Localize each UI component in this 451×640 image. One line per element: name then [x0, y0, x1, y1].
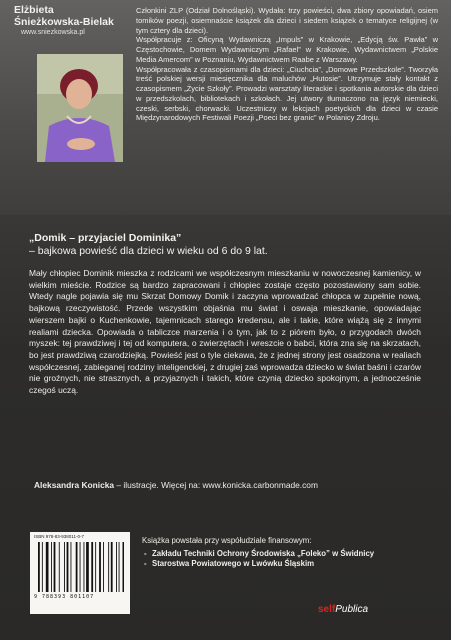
author-photo: [37, 54, 123, 162]
book-synopsis: [29, 268, 421, 397]
illustrator-name: Aleksandra Konicka: [34, 480, 115, 490]
author-first-name: Elżbieta: [14, 4, 54, 16]
bio-paragraph: Współpracowała z czasopismami dla dzieci: „Ciuchcia”, „Domowe Przedszkole”. Tworzyła treść polskiej wersji miesięcznika dla maluchów „Hutosie”. Utrzymuje stały kontakt z czasopismem „Życie Szkoły”. Prowadzi warsztaty literackie i spotkania autorskie dla dzieci w przedszkolach, bibliotekach i szkołach. Jej utwory tłumaczono na język niemiecki, czeski, serbski, chorwacki. Uczestniczy w lekcjach poetyckich dla dzieci w czasie Międzynarodowych Festiwali Poezji „Poeci bez granic” w Polanicy Zdroju.: [136, 64, 438, 123]
bio-paragraph: Członkini ZLP (Odział Dolnośląski). Wydała: trzy powieści, dwa zbiory opowiadań, osiem tomików poezji, osiemnaście książek dla dzieci i siedem książek o tematyce religijnej (w tym cztery dla dzieci).: [136, 6, 438, 35]
illustrations-text: – ilustracje. Więcej na: www.konicka.carbonmade.com: [114, 480, 318, 490]
sponsor-item: - Starostwa Powiatowego w Lwówku Śląskim: [142, 559, 374, 570]
illustrations-credit: [34, 480, 318, 490]
funding-info: [142, 536, 374, 570]
book-subtitle: – bajkowa powieść dla dzieci w wieku od 6 do 9 lat.: [29, 245, 268, 257]
isbn-barcode-box: [30, 532, 130, 614]
synopsis-text: Mały chłopiec Dominik mieszka z rodzicami we współczesnym mieszkaniu w nowoczesnej kamienicy, w wielkim mieście. Rodzice są bardzo zapracowani i chłopiec zostaje często pozostawiony sam sobie. Wtedy nagle pojawia się mu Skrzat Domowy Domik i zaczyna wprowadzać chłopca w zupełnie nową, bajkową rzeczywistość. Przede wszystkim objaśnia mu świat i oswaja mieszkanie, opowiadając wierszem bajki o Kuchenkowie, tajemnicach starego kredensu, ale i takie, które wiążą się z innymi realiami dziecka. Opowiada o tabliczce marzenia i o tym, jak to z piórem było, o przygodach dwóch myszek: tej prawdziwej i tej od komputera, o zwierzętach i wreszcie o babci, która zna się na skrzatach, bo jest prawdziwą czarodziejką. Powieść jest o tyle ciekawa, że z jednej strony jest osadzona w realiach współczesnej, zabieganej rodziny inteligenckiej, z drugiej zaś wprowadza dziecko w świat baśni i czarów nie groźnych, nie strasznych, a przyjaznych i takich, które czynią dziecko spokojnym, a jednocześnie czegoś uczą.: [29, 268, 421, 396]
author-bio: [136, 6, 438, 123]
publisher-logo: [318, 604, 368, 615]
author-last-name: Śnieżkowska-Bielak: [14, 16, 114, 28]
author-website: www.sniezkowska.pl: [21, 29, 85, 36]
barcode: [36, 542, 124, 594]
barcode-digits: 9 788393 801107: [34, 594, 95, 600]
publisher-logo-publica: Publica: [335, 604, 369, 615]
sponsor-item: - Zakładu Techniki Ochrony Środowiska „Foleko” w Świdnicy: [142, 549, 374, 560]
isbn-label: ISBN 978-83-938011-0-7: [34, 534, 84, 539]
book-title-block: [29, 232, 268, 258]
funding-intro: Książka powstała przy współudziale finansowym:: [142, 536, 312, 545]
author-name: [14, 4, 114, 28]
book-title: „Domik – przyjaciel Dominika”: [29, 232, 182, 244]
publisher-logo-self: self: [318, 604, 336, 615]
bio-paragraph: Współpracuje z: Oficyną Wydawniczą „Impuls” w Krakowie, „Edycją św. Pawła” w Częstochowie, Domem Wydawniczym „Rafael” w Krakowie, Wydawnictwem „Polskie Media Amercom” w Poznaniu, Wydawnictwem Raabe z Warszawy.: [136, 35, 438, 64]
sponsor-list: [142, 549, 374, 570]
